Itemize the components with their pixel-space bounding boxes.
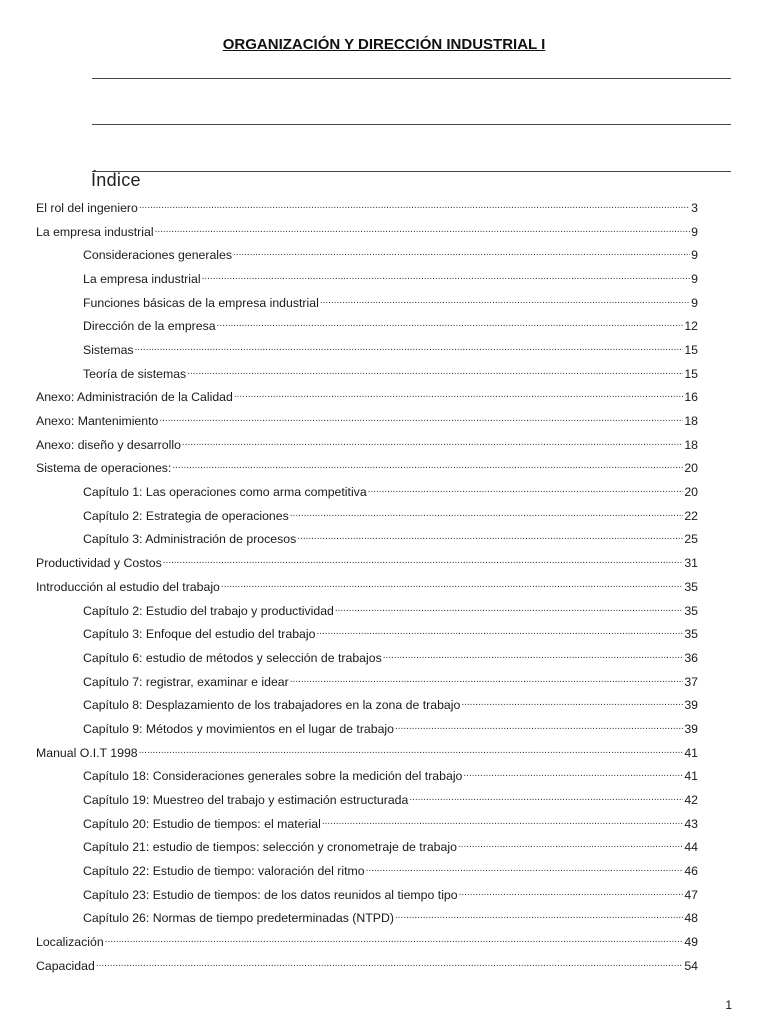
header-rule-2 [92,124,731,125]
toc-entry-label: Manual O.I.T 1998 [36,745,138,760]
toc-entry-page: 49 [684,935,698,950]
toc-entry-label: Capítulo 20: Estudio de tiempos: el material [83,816,321,831]
toc-entry-page: 35 [684,603,698,618]
toc-dot-leader [96,959,684,973]
toc-entry-label: Anexo: Mantenimiento [36,414,159,429]
toc-entry-page: 31 [684,556,698,571]
toc-entry-label: La empresa industrial [83,271,201,286]
toc-dot-leader [139,746,684,760]
toc-entry-page: 41 [684,769,698,784]
table-of-contents [0,196,768,978]
toc-dot-leader [172,461,683,475]
toc-entry[interactable] [0,954,768,978]
toc-dot-leader [335,604,683,618]
toc-dot-leader [459,888,684,902]
toc-entry[interactable] [0,362,768,386]
toc-dot-leader [159,414,683,428]
toc-entry-label: Capítulo 26: Normas de tiempo predeterminadas (NTPD) [83,911,394,926]
toc-entry-label: Capítulo 21: estudio de tiempos: selección y cronometraje de trabajo [83,840,457,855]
header-rule-1 [92,78,731,79]
toc-dot-leader [155,225,691,239]
toc-entry-page: 9 [691,248,698,263]
toc-entry-page: 43 [684,816,698,831]
toc-entry[interactable] [0,433,768,457]
toc-entry[interactable] [0,386,768,410]
toc-entry-page: 39 [684,698,698,713]
toc-entry[interactable] [0,812,768,836]
toc-entry[interactable] [0,480,768,504]
toc-entry-label: Capítulo 23: Estudio de tiempos: de los datos reunidos al tiempo tipo [83,887,458,902]
toc-dot-leader [135,343,684,357]
toc-entry-label: Productividad y Costos [36,556,162,571]
toc-dot-leader [458,840,683,854]
toc-entry[interactable] [0,575,768,599]
toc-dot-leader [297,532,683,546]
toc-entry[interactable] [0,883,768,907]
toc-entry-label: El rol del ingeniero [36,200,138,215]
toc-entry[interactable] [0,338,768,362]
toc-entry[interactable] [0,930,768,954]
toc-entry-label: Sistema de operaciones: [36,461,172,476]
page-number: 1 [725,998,732,1012]
toc-dot-leader [463,769,683,783]
toc-entry-page: 46 [684,864,698,879]
toc-entry[interactable] [0,314,768,338]
toc-entry-page: 35 [684,627,698,642]
toc-entry[interactable] [0,693,768,717]
toc-dot-leader [163,556,684,570]
toc-entry[interactable] [0,291,768,315]
toc-dot-leader [383,651,684,665]
toc-entry-page: 12 [684,319,698,334]
toc-entry-label: La empresa industrial [36,224,154,239]
toc-entry-page: 41 [684,745,698,760]
toc-entry-label: Capítulo 3: Enfoque del estudio del trabajo [83,627,316,642]
toc-entry[interactable] [0,220,768,244]
toc-entry-page: 47 [684,887,698,902]
toc-entry-page: 20 [684,485,698,500]
toc-entry-label: Capítulo 1: Las operaciones como arma competitiva [83,485,367,500]
toc-entry-label: Teoría de sistemas [83,366,187,381]
toc-dot-leader [234,390,683,404]
toc-entry-page: 36 [684,650,698,665]
toc-entry[interactable] [0,457,768,481]
toc-dot-leader [187,367,683,381]
toc-entry-label: Capítulo 19: Muestreo del trabajo y estimación estructurada [83,793,409,808]
toc-entry[interactable] [0,267,768,291]
toc-entry[interactable] [0,504,768,528]
toc-entry[interactable] [0,551,768,575]
toc-dot-leader [105,935,684,949]
toc-dot-leader [233,248,690,262]
toc-dot-leader [202,272,691,286]
toc-entry-label: Introducción al estudio del trabajo [36,579,220,594]
toc-entry-page: 9 [691,224,698,239]
toc-dot-leader [290,675,684,689]
toc-entry[interactable] [0,622,768,646]
toc-entry[interactable] [0,859,768,883]
toc-dot-leader [221,580,683,594]
toc-entry-page: 48 [684,911,698,926]
toc-entry-label: Capítulo 22: Estudio de tiempo: valoración del ritmo [83,864,365,879]
toc-entry-label: Capítulo 3: Administración de procesos [83,532,297,547]
toc-entry-label: Dirección de la empresa [83,319,216,334]
toc-entry-page: 22 [684,508,698,523]
toc-entry-page: 3 [691,200,698,215]
toc-dot-leader [320,296,690,310]
toc-entry-label: Sistemas [83,342,134,357]
toc-entry-page: 20 [684,461,698,476]
toc-entry-page: 16 [684,390,698,405]
toc-entry-page: 37 [684,674,698,689]
toc-entry[interactable] [0,528,768,552]
toc-entry[interactable] [0,765,768,789]
index-heading: Índice [91,170,141,190]
toc-dot-leader [461,698,683,712]
toc-entry-label: Capítulo 6: estudio de métodos y selección de trabajos [83,650,382,665]
toc-entry-page: 54 [684,958,698,973]
toc-entry[interactable] [0,788,768,812]
toc-entry-page: 15 [684,342,698,357]
toc-entry-label: Capítulo 9: Métodos y movimientos en el lugar de trabajo [83,721,395,736]
toc-dot-leader [366,864,684,878]
toc-entry-label: Localización [36,935,104,950]
document-title: ORGANIZACIÓN Y DIRECCIÓN INDUSTRIAL I [222,36,546,53]
toc-entry[interactable] [0,670,768,694]
toc-entry-label: Anexo: diseño y desarrollo [36,437,181,452]
toc-entry-label: Capítulo 8: Desplazamiento de los trabajadores en la zona de trabajo [83,698,461,713]
toc-dot-leader [182,438,683,452]
toc-entry[interactable] [0,196,768,220]
toc-entry-page: 25 [684,532,698,547]
toc-dot-leader [368,485,684,499]
toc-entry-label: Capacidad [36,958,95,973]
toc-entry-label: Capítulo 2: Estrategia de operaciones [83,508,289,523]
toc-dot-leader [316,627,683,641]
toc-entry-page: 9 [691,271,698,286]
toc-dot-leader [322,817,683,831]
toc-dot-leader [139,201,690,215]
toc-dot-leader [395,911,683,925]
toc-entry[interactable] [0,907,768,931]
toc-entry[interactable] [0,741,768,765]
toc-entry-page: 9 [691,295,698,310]
toc-entry-label: Capítulo 7: registrar, examinar e idear [83,674,289,689]
toc-entry-label: Capítulo 18: Consideraciones generales sobre la medición del trabajo [83,769,463,784]
toc-entry-label: Capítulo 2: Estudio del trabajo y productividad [83,603,334,618]
toc-entry-page: 18 [684,414,698,429]
toc-entry-page: 44 [684,840,698,855]
toc-entry-label: Consideraciones generales [83,248,233,263]
toc-entry-page: 39 [684,721,698,736]
toc-entry[interactable] [0,409,768,433]
toc-entry[interactable] [0,717,768,741]
toc-entry-page: 15 [684,366,698,381]
toc-entry-page: 42 [684,793,698,808]
toc-dot-leader [217,319,684,333]
toc-entry[interactable] [0,243,768,267]
toc-dot-leader [395,722,683,736]
toc-entry-page: 18 [684,437,698,452]
toc-dot-leader [409,793,683,807]
toc-entry[interactable] [0,599,768,623]
toc-entry[interactable] [0,646,768,670]
toc-entry-label: Anexo: Administración de la Calidad [36,390,233,405]
toc-entry-label: Funciones básicas de la empresa industrial [83,295,319,310]
header-rule-3 [92,171,731,172]
toc-entry-page: 35 [684,579,698,594]
toc-dot-leader [290,509,684,523]
toc-entry[interactable] [0,836,768,860]
